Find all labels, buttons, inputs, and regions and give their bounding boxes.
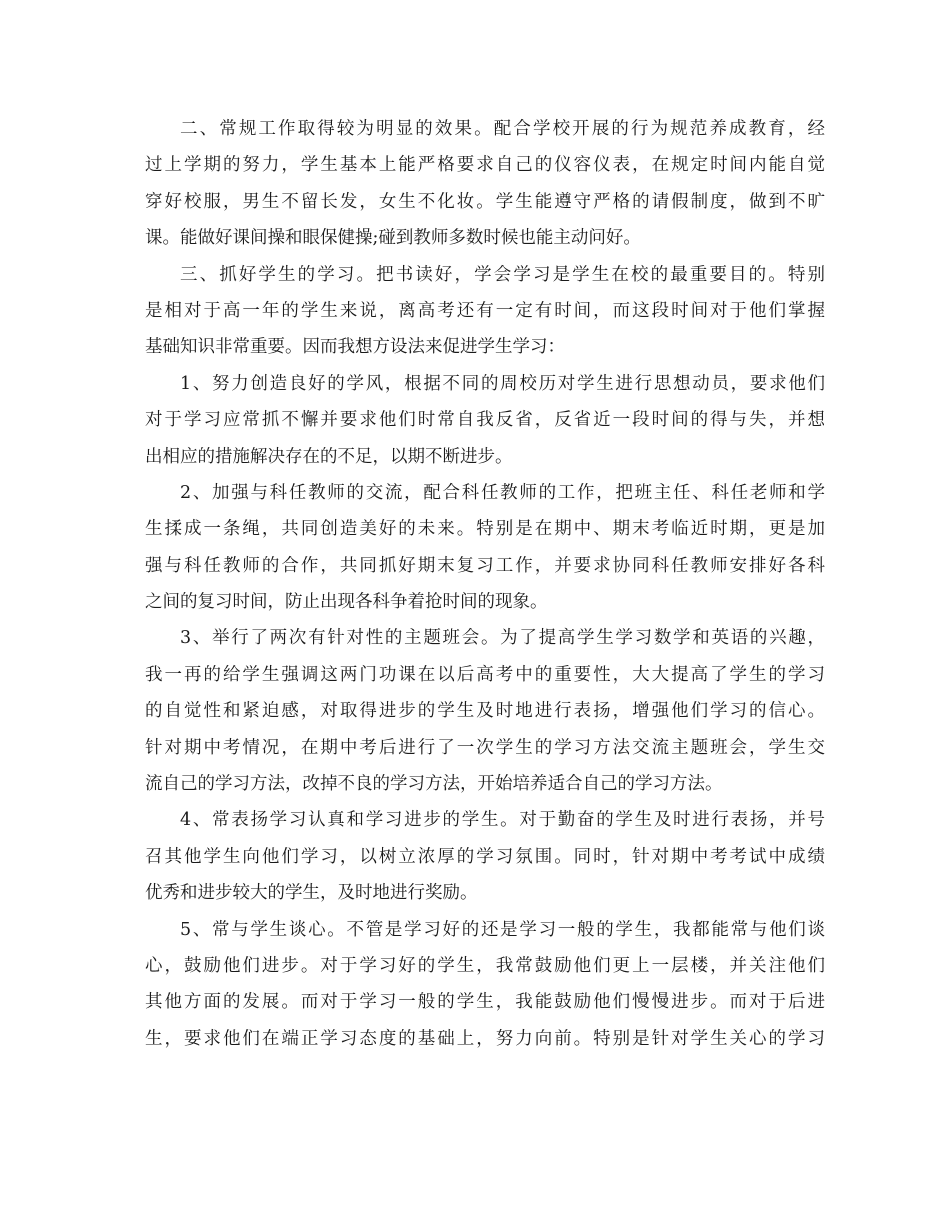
text-line: 其他方面的发展。而对于学习一般的学生，我能鼓励他们慢慢进步。而对于后进: [145, 992, 825, 1013]
text-line: 对于学习应常抓不懈并要求他们时常自我反省，反省近一段时间的得与失，并想: [145, 410, 825, 431]
text-line: 5、常与学生谈心。不管是学习好的还是学习一般的学生，我都能常与他们谈: [180, 919, 825, 940]
text-line: 之间的复习时间，防止出现各科争着抢时间的现象。: [145, 592, 548, 613]
text-line: 优秀和进步较大的学生，及时地进行奖励。: [145, 883, 478, 904]
paragraph-study: [145, 257, 825, 366]
paragraph-item-2: [145, 475, 825, 621]
paragraph-item-4: [145, 802, 825, 911]
text-line: 针对期中考情况，在期中考后进行了一次学生的学习方法交流主题班会，学生交: [145, 737, 825, 758]
text-line: 强与科任教师的合作，共同抓好期末复习工作，并要求协同科任教师安排好各科: [145, 555, 825, 576]
text-line: 3、举行了两次有针对性的主题班会。为了提高学生学习数学和英语的兴趣，: [180, 628, 825, 649]
text-line: 是相对于高一年的学生来说，离高考还有一定有时间，而这段时间对于他们掌握: [145, 300, 825, 321]
paragraph-item-5: [145, 912, 825, 1058]
text-line: 生揉成一条绳，共同创造美好的未来。特别是在期中、期末考临近时期，更是加: [145, 519, 825, 540]
text-line: 穿好校服，男生不留长发，女生不化妆。学生能遵守严格的请假制度，做到不旷: [145, 191, 825, 212]
text-line: 1、努力创造良好的学风，根据不同的周校历对学生进行思想动员，要求他们: [180, 373, 825, 394]
text-line: 二、常规工作取得较为明显的效果。配合学校开展的行为规范养成教育，经: [180, 119, 825, 139]
text-line: 三、抓好学生的学习。把书读好，学会学习是学生在校的最重要目的。特别: [180, 264, 825, 285]
text-line: 我一再的给学生强调这两门功课在以后高考中的重要性，大大提高了学生的学习: [145, 664, 825, 685]
text-line: 过上学期的努力，学生基本上能严格要求自己的仪容仪表，在规定时间内能自觉: [145, 155, 825, 176]
text-line: 流自己的学习方法，改掉不良的学习方法，开始培养适合自己的学习方法。: [145, 774, 723, 795]
text-line: 生，要求他们在端正学习态度的基础上，努力向前。特别是针对学生关心的学习: [145, 1028, 825, 1049]
text-line: 心，鼓励他们进步。对于学习好的学生，我常鼓励他们更上一层楼，并关注他们: [145, 955, 825, 976]
text-line: 召其他学生向他们学习，以树立浓厚的学习氛围。同时，针对期中考考试中成绩: [145, 846, 825, 867]
text-line: 4、常表扬学习认真和学习进步的学生。对于勤奋的学生及时进行表扬，并号: [180, 810, 825, 831]
text-line: 课。能做好课间操和眼保健操;碰到教师多数时候也能主动问好。: [145, 228, 641, 249]
document-body: [145, 111, 825, 1057]
text-line: 的自觉性和紧迫感，对取得进步的学生及时地进行表扬，增强他们学习的信心。: [145, 701, 825, 722]
text-line: 基础知识非常重要。因而我想方设法来促进学生学习：: [145, 337, 565, 358]
paragraph-routine-work: [145, 111, 825, 257]
text-line: 2、加强与科任教师的交流，配合科任教师的工作，把班主任、科任老师和学: [180, 482, 825, 503]
text-line: 出相应的措施解决存在的不足，以期不断进步。: [145, 446, 513, 467]
paragraph-item-1: [145, 366, 825, 475]
paragraph-item-3: [145, 620, 825, 802]
